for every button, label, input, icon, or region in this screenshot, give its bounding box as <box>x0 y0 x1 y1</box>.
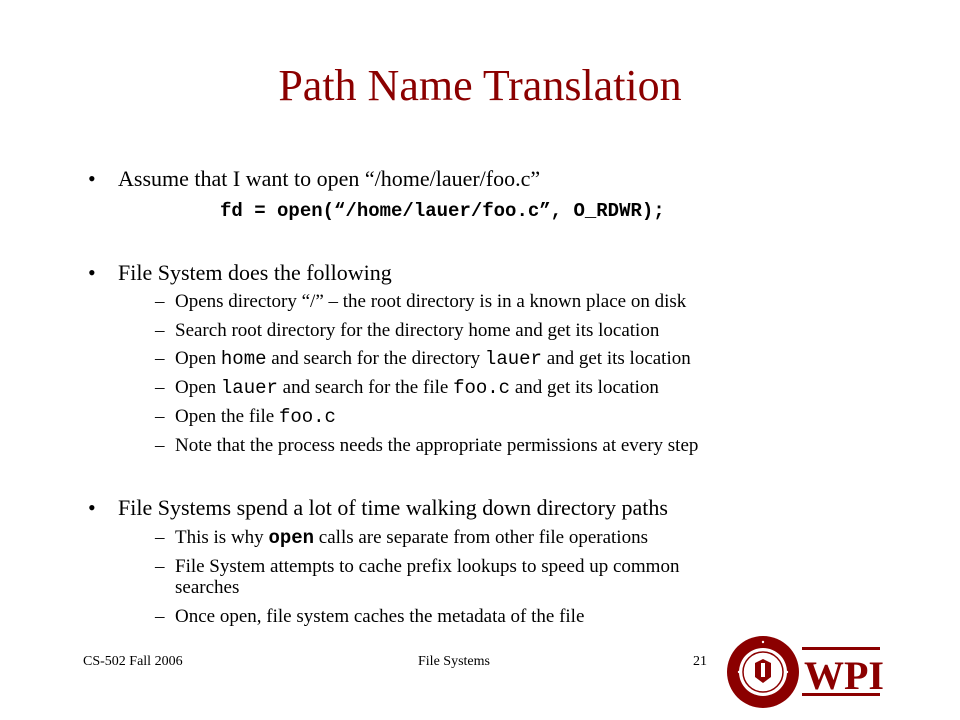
code-term: home <box>220 348 267 370</box>
bullet-text: File Systems spend a lot of time walking down directory paths <box>118 495 668 520</box>
sub-text <box>175 348 691 370</box>
dash-glyph: – <box>155 527 165 548</box>
sub-text: File System attempts to cache prefix lookups to speed up common <box>175 556 680 577</box>
sub-text-part: and search for the file <box>277 377 454 398</box>
code-term: lauer <box>484 348 542 370</box>
code-term: foo.c <box>278 406 336 428</box>
code-term: open <box>268 527 315 549</box>
sub-text-part: and get its location <box>510 377 659 398</box>
sub-text: searches <box>175 577 240 598</box>
sub-text: Note that the process needs the appropriate permissions at every step <box>175 435 699 456</box>
code-term: lauer <box>220 377 278 399</box>
bullet-glyph: • <box>88 166 96 191</box>
wpi-logo <box>725 633 885 711</box>
sub-text <box>175 377 659 399</box>
bullet-text: File System does the following <box>118 260 392 285</box>
code-term: foo.c <box>453 377 511 399</box>
bullet-glyph: • <box>88 495 96 520</box>
sub-text-part: Open <box>175 377 221 398</box>
sub-text: Opens directory “/” – the root directory is in a known place on disk <box>175 291 687 312</box>
footer-page-number: 21 <box>693 654 707 669</box>
sub-text-part: and get its location <box>541 348 691 369</box>
dash-glyph: – <box>155 435 165 456</box>
bullet-text: Assume that I want to open “/home/lauer/foo.c” <box>118 166 541 191</box>
dash-glyph: – <box>155 406 165 427</box>
dash-glyph: – <box>155 320 165 341</box>
sub-text <box>175 406 336 428</box>
sub-text <box>175 527 648 549</box>
logo-wordmark: WPI <box>804 653 884 698</box>
sub-text-part: and search for the directory <box>266 348 485 369</box>
sub-text-part: This is why <box>175 527 269 548</box>
page-title: Path Name Translation <box>278 61 682 110</box>
dash-glyph: – <box>155 377 165 398</box>
code-line: fd = open(“/home/lauer/foo.c”, O_RDWR); <box>220 200 665 222</box>
bullet-glyph: • <box>88 260 96 285</box>
dash-glyph: – <box>155 291 165 312</box>
footer-title: File Systems <box>418 654 490 669</box>
sub-text: Search root directory for the directory home and get its location <box>175 320 660 341</box>
sub-text-part: calls are separate from other file operations <box>314 527 648 548</box>
dash-glyph: – <box>155 606 165 627</box>
footer-course: CS-502 Fall 2006 <box>83 654 183 669</box>
sub-text: Once open, file system caches the metadata of the file <box>175 606 585 627</box>
sub-text-part: Open the file <box>175 406 279 427</box>
dash-glyph: – <box>155 556 165 577</box>
dash-glyph: – <box>155 348 165 369</box>
sub-text-part: Open <box>175 348 221 369</box>
